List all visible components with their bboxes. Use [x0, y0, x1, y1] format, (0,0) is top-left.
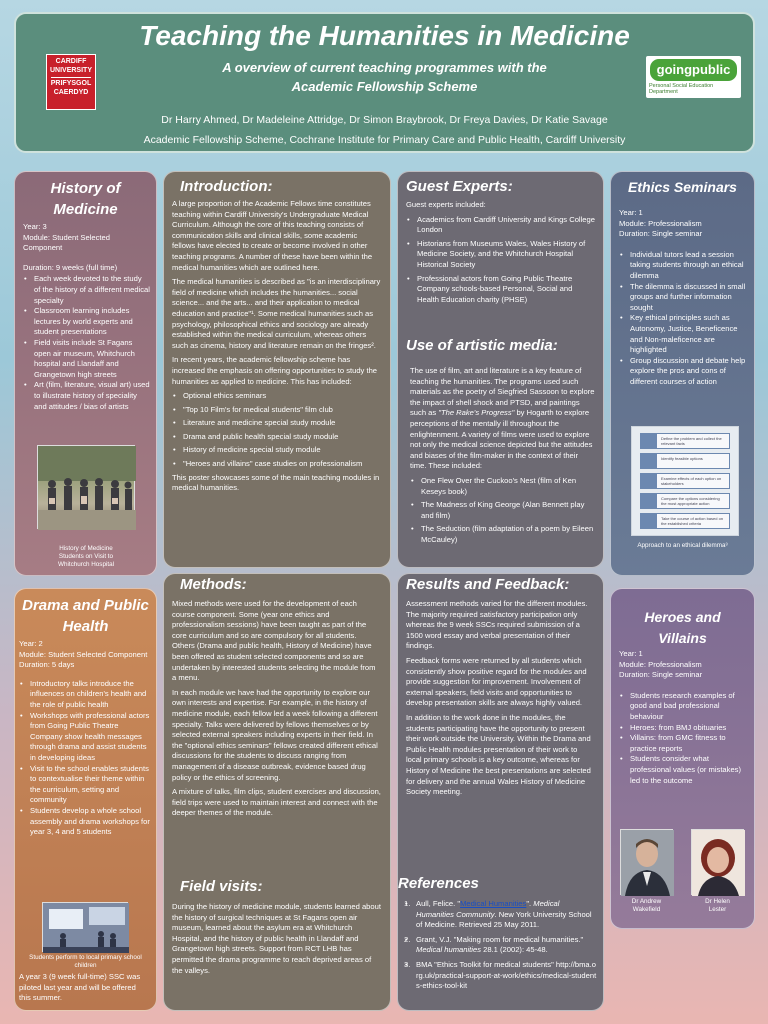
list-item: • Historians from Museums Wales, Wales History of Medicine Society, and the Whitchurch Hospital Historical Society: [406, 239, 595, 271]
title-line: Drama and Public: [22, 597, 149, 614]
text-span: Aull, Felice. ": [416, 899, 461, 908]
title-line: Medicine: [53, 201, 118, 218]
module-duration: Duration: Single seminar: [619, 670, 703, 680]
paragraph: In each module we have had the opportunity to explore our own interests and expertise. For example, in the history of medicine module, each fellow led a week following a different specialty. Talks were delivered by fellows themselves or by selected external speakers including experts in their field. In the "optional ethics seminars" fellows created different ethical discussions for the students to discuss ranging from management of a disease outbreak, evidence based drug policy or the ethics of screening.: [172, 687, 378, 782]
caption-line: Whitchurch Hospital: [58, 561, 114, 568]
module-name: Module: Professionalism: [619, 218, 702, 228]
helen-lester-photo: [691, 829, 744, 895]
field-visits-title: Field visits:: [180, 878, 263, 895]
paragraph: The medical humanities is described as "is an interdisciplinary field of medicine which includes the humanities... social science... and the arts... and their application to medical education and practice"¹. Some medical humanities such as psychology, philosophical ethics and sociology are already established within the medical curriculum, whereas others such as cinema, history and literature remain on the fringes².: [172, 277, 381, 350]
paragraph: Guest experts included:: [406, 200, 486, 209]
group-photo-figures: [38, 446, 136, 530]
drama-footer-note: A year 3 (9 week full-time) SSC was piloted last year and will be offered this summer.: [19, 972, 141, 1003]
guest-experts-title: Guest Experts:: [406, 178, 513, 195]
text-span: Medical humanities: [416, 945, 481, 955]
diagram-step: [640, 513, 730, 529]
methods-body: [172, 599, 381, 823]
paragraph: A large proportion of the Academic Fellows time constitutes teaching within Cardiff University's Undergraduate Medical Curriculum. Although the core of this teaching consists of communication skills and clinical skills, some academic fellows have elected to create or become involved in other teaching programs. A number of these have been within the medical humanities which are outlined here.: [172, 199, 373, 272]
heroes-body: [619, 649, 748, 786]
students-whitchurch-photo: [37, 445, 135, 529]
list-item: • Literature and medicine special study module: [172, 418, 381, 429]
ethics-body: [619, 208, 748, 388]
logo-line: PRIFYSGOL: [50, 80, 92, 87]
caption-line: Lester: [708, 906, 727, 913]
introduction-panel: [163, 171, 391, 568]
list-item: • Workshops with professional actors from Going Public Theatre Company show health messages through drama and assist students in developing ideas: [19, 711, 151, 764]
ethics-title: Ethics Seminars: [628, 179, 737, 195]
list-item: • Classroom learning includes lectures by world experts and student presentations: [23, 306, 150, 338]
text-span: BMA "Ethics Toolkit for medical students" http://bma.org.uk/practical-support-at-work/ethics/medical-students-ethics-tool-kit: [416, 959, 597, 991]
drama-public-health-panel: [14, 588, 157, 1011]
caption-line: children: [74, 962, 97, 969]
list-item: • Optional ethics seminars: [172, 391, 381, 402]
film-bullets: [410, 476, 595, 546]
text-span: . New York University School of Medicine. Retrieved 25 May 2011.: [416, 909, 592, 930]
module-year: Year: 3: [23, 222, 47, 231]
logo-name: goingpublic: [650, 59, 737, 81]
paragraph: In recent years, the academic fellowship scheme has increased the emphasis on offering opportunities to study the humanities as applied to medicine. This has included:: [172, 355, 378, 386]
ethics-bullets: [619, 250, 748, 388]
list-item: • Academics from Cardiff University and Kings College London: [406, 215, 595, 236]
heroes-bullets: [619, 691, 748, 786]
list-item: • Field visits include St Fagans open air museum, Whitchurch hospital and Llandaff and Grangetown high streets: [23, 338, 150, 380]
ethics-diagram-caption: Approach to an ethical dilemma³: [637, 542, 728, 549]
paragraph: A mixture of talks, film clips, student exercises and discussion, field trips were used to maintain interest and connect with the deeper themes of the module.: [172, 787, 381, 818]
logo-line: CAERDYD: [53, 88, 89, 96]
history-of-medicine-panel: [14, 171, 157, 576]
title-line: Heroes and: [644, 609, 721, 625]
portrait-woman: [692, 830, 745, 896]
list-item: • History of medicine special study module: [172, 445, 381, 456]
portrait-man: [621, 830, 674, 896]
paragraph: [410, 366, 595, 472]
diagram-step: [640, 493, 730, 509]
diagram-step: [640, 473, 730, 489]
references-title: References: [398, 875, 479, 892]
text-span: ".: [526, 899, 534, 908]
list-item: • Group discussion and debate help explore the pros and cons of different courses of action: [619, 356, 748, 388]
drama-body: [19, 639, 151, 838]
list-item: • Introductory talks introduce the influences on children's health and the role of public health: [19, 679, 151, 711]
step-text: Compare the options considering the most appropriate action: [661, 496, 720, 506]
paragraph: Feedback forms were returned by all students which consistently show positive regard for the modules and provide suggestion for improvement. Involvement of external speakers, field visits and opportunities to develop presentation skills are always highly valued.: [406, 655, 587, 708]
reference-item: [404, 960, 597, 992]
caption-line: Students perform to local primary school: [29, 954, 142, 961]
heroes-title: [611, 607, 754, 649]
list-item: • Students develop a whole school assembly and drama workshops for year 3, 4 and 5 students: [19, 806, 151, 838]
artistic-media-body: [410, 366, 595, 549]
list-item: • Individual tutors lead a session taking students through an ethical dilemma: [619, 250, 748, 282]
reference-number: • 1.: [404, 899, 411, 908]
list-item: • Heroes: from BMJ obituaries: [619, 723, 748, 734]
caption-line: History of Medicine: [59, 545, 113, 552]
history-title: [15, 178, 156, 220]
poster-affiliation: Academic Fellowship Scheme, Cochrane Institute for Primary Care and Public Health, Cardiff University: [143, 134, 626, 146]
methods-panel: [163, 573, 391, 1011]
list-item: • The Seduction (film adaptation of a poem by Eileen McCauley): [410, 524, 595, 545]
paragraph: In addition to the work done in the modules, the students participating have the opportunity to present their work outside the University. Within the Drama and Public Health modules presentation of their work to local primary schools is a key outcome, whereas for History of Medicine the best presentations are selected for delivery and the annual Wales History of Medicine Society meeting.: [406, 712, 591, 797]
history-photo-caption: [35, 545, 137, 569]
drama-bullets: [19, 679, 151, 838]
introduction-title: Introduction:: [180, 178, 273, 195]
school-performance-photo: [42, 902, 128, 952]
ethics-seminars-panel: [610, 171, 755, 576]
text-span: The use of film, art and literature is a key feature of teaching the humanities. The programs used such materials as the poetry of Siegfried Sassoon to explore the impact of shell shock and PTSD, and paintings such as: [410, 366, 595, 418]
module-duration: Duration: Single seminar: [619, 229, 703, 239]
results-body: [406, 599, 595, 802]
cardiff-university-logo: [46, 54, 96, 110]
logo-line: CARDIFF: [55, 58, 87, 65]
module-name: Module: Student Selected Component: [23, 232, 110, 253]
list-item: • Professional actors from Going Public Theatre Company schools-based Personal, Social and Health Education charity (PHSE): [406, 274, 595, 306]
artwork-title: "The Rake's Progress": [438, 408, 515, 418]
wakefield-caption: [615, 898, 678, 914]
list-item: • Students research examples of good and bad professional behaviour: [619, 691, 748, 723]
reference-item: [404, 899, 597, 931]
caption-line: Wakefield: [632, 906, 661, 913]
list-item: • Key ethical principles such as Autonomy, Justice, Beneficence and Non-maleficence are highlighted: [619, 313, 748, 355]
drama-photo-caption: [19, 954, 152, 970]
intro-bullets: [172, 391, 381, 470]
title-line: History of: [50, 180, 121, 197]
reference-number: • 3.: [404, 959, 411, 969]
guest-bullets: [406, 215, 595, 306]
ethical-dilemma-diagram: [631, 426, 739, 536]
results-title: Results and Feedback:: [406, 576, 570, 593]
list-item: • Villains: from GMC fitness to practice reports: [619, 733, 748, 754]
text-span: by Hogarth to explore perceptions of the mentally ill throughout the enlightenment. A variety of films were used to explore not only the medical science depicted but the attitudes and biases of the film-maker in the context of their time. These included:: [410, 408, 593, 471]
list-item: • "Heroes and villains" case studies on professionalism: [172, 459, 381, 470]
references-body: [404, 899, 597, 996]
list-item: • "Top 10 Film's for medical students" film club: [172, 405, 381, 416]
module-name: Module: Professionalism: [619, 659, 702, 669]
module-duration: Duration: 5 days: [19, 660, 75, 670]
list-item: • One Flew Over the Cuckoo's Nest (film of Ken Keseys book): [410, 476, 595, 497]
history-bullets: [23, 274, 150, 412]
module-name: Module: Student Selected Component: [19, 649, 148, 659]
field-visits-body: During the history of medicine module, students learned about the history of surgical techniques at St Fagans open air museum, learned about the asylum era at Whitchurch Hospital, and the history of public health in Llandaff and Grangetown high streets. Support from RCT LHB has permitted the drama programme to reach deprived areas of the valleys.: [172, 902, 381, 975]
diagram-step: [640, 453, 730, 469]
list-item: • Art (film, literature, visual art) used to illustrate history of speciality and attitudes / bias of artists: [23, 380, 150, 412]
paragraph: Mixed methods were used for the development of each course component. Some (year one ethics and professionalism sessions) have been taught as part of the core curriculum and so are compulsory for all students. Others (Drama and public health, History of Medicine) have been offered as student selected components and so are undertaken by interested students selecting the module from a menu.: [172, 599, 376, 683]
lester-caption: [686, 898, 749, 914]
list-item: • Drama and public health special study module: [172, 432, 381, 443]
list-item: • The dilemma is discussed in small groups and further information sought: [619, 282, 748, 314]
caption-line: Students on Visit to: [58, 553, 114, 560]
poster-subtitle: [126, 58, 643, 96]
paragraph: Assessment methods varied for the different modules. The majority required satisfactory participation only whereas the 9 week SSCs required submission of a 1500 word essay and verbal presentation of their findings.: [406, 599, 588, 651]
subtitle-line-2: Academic Fellowship Scheme: [291, 79, 478, 94]
step-text: Define the problem and collect the relevant facts: [661, 436, 722, 446]
andrew-wakefield-photo: [620, 829, 673, 895]
list-item: • Each week devoted to the study of the history of a different medical specialty: [23, 274, 150, 306]
logo-tagline: Personal Social Education Department: [649, 83, 714, 95]
step-text: Take the course of action based on the established criteria: [661, 516, 724, 526]
diagram-step: [640, 433, 730, 449]
module-year: Year: 2: [19, 639, 43, 648]
reference-link[interactable]: Medical Humanities: [460, 899, 527, 908]
heroes-villains-panel: [610, 588, 755, 929]
classroom-scene: [43, 903, 129, 953]
methods-title: Methods:: [180, 576, 247, 593]
drama-title: [15, 595, 156, 637]
artistic-media-title: Use of artistic media:: [406, 337, 558, 354]
reference-item: [404, 935, 597, 956]
text-span: 28.1 (2002): 45-48.: [481, 945, 548, 955]
step-text: Examine effects of each option on stakeholders: [661, 476, 722, 486]
guest-experts-body: [406, 200, 595, 308]
step-text: Identify feasible options: [661, 456, 703, 461]
introduction-body: [172, 199, 381, 498]
guest-experts-panel: [397, 171, 604, 568]
poster-title: Teaching the Humanities in Medicine: [139, 20, 630, 51]
module-year: Year: 1: [619, 208, 643, 217]
list-item: • Students consider what professional values (or mistakes) led to the outcome: [619, 754, 748, 786]
history-body: [23, 222, 150, 412]
title-line: Health: [62, 618, 109, 635]
references-list: [404, 899, 597, 992]
poster-authors: Dr Harry Ahmed, Dr Madeleine Attridge, Dr Simon Braybrook, Dr Freya Davies, Dr Katie Savage: [161, 114, 608, 126]
list-item: • Visit to the school enables students to contextualise their theme within the curriculum, setting and community: [19, 764, 151, 806]
title-line: Villains: [658, 630, 707, 646]
going-public-logo: [646, 56, 741, 98]
reference-number: • 2.: [404, 934, 411, 944]
text-span: Grant, V.J. "Making room for medical humanities.": [416, 934, 584, 944]
caption-line: Dr Helen: [705, 898, 730, 905]
paragraph: This poster showcases some of the main teaching modules in medical humanities.: [172, 472, 380, 493]
list-item: • The Madness of King George (Alan Bennett play and film): [410, 500, 595, 521]
caption-line: Dr Andrew: [631, 898, 662, 905]
module-year: Year: 1: [619, 649, 643, 658]
results-feedback-panel: [397, 573, 604, 1011]
poster-header: [14, 12, 755, 153]
subtitle-line-1: A overview of current teaching programmes with the: [222, 60, 547, 75]
logo-line: UNIVERSITY: [49, 66, 92, 74]
text-span: Medical Humanities Community: [416, 899, 560, 919]
module-duration: Duration: 9 weeks (full time): [23, 262, 118, 272]
